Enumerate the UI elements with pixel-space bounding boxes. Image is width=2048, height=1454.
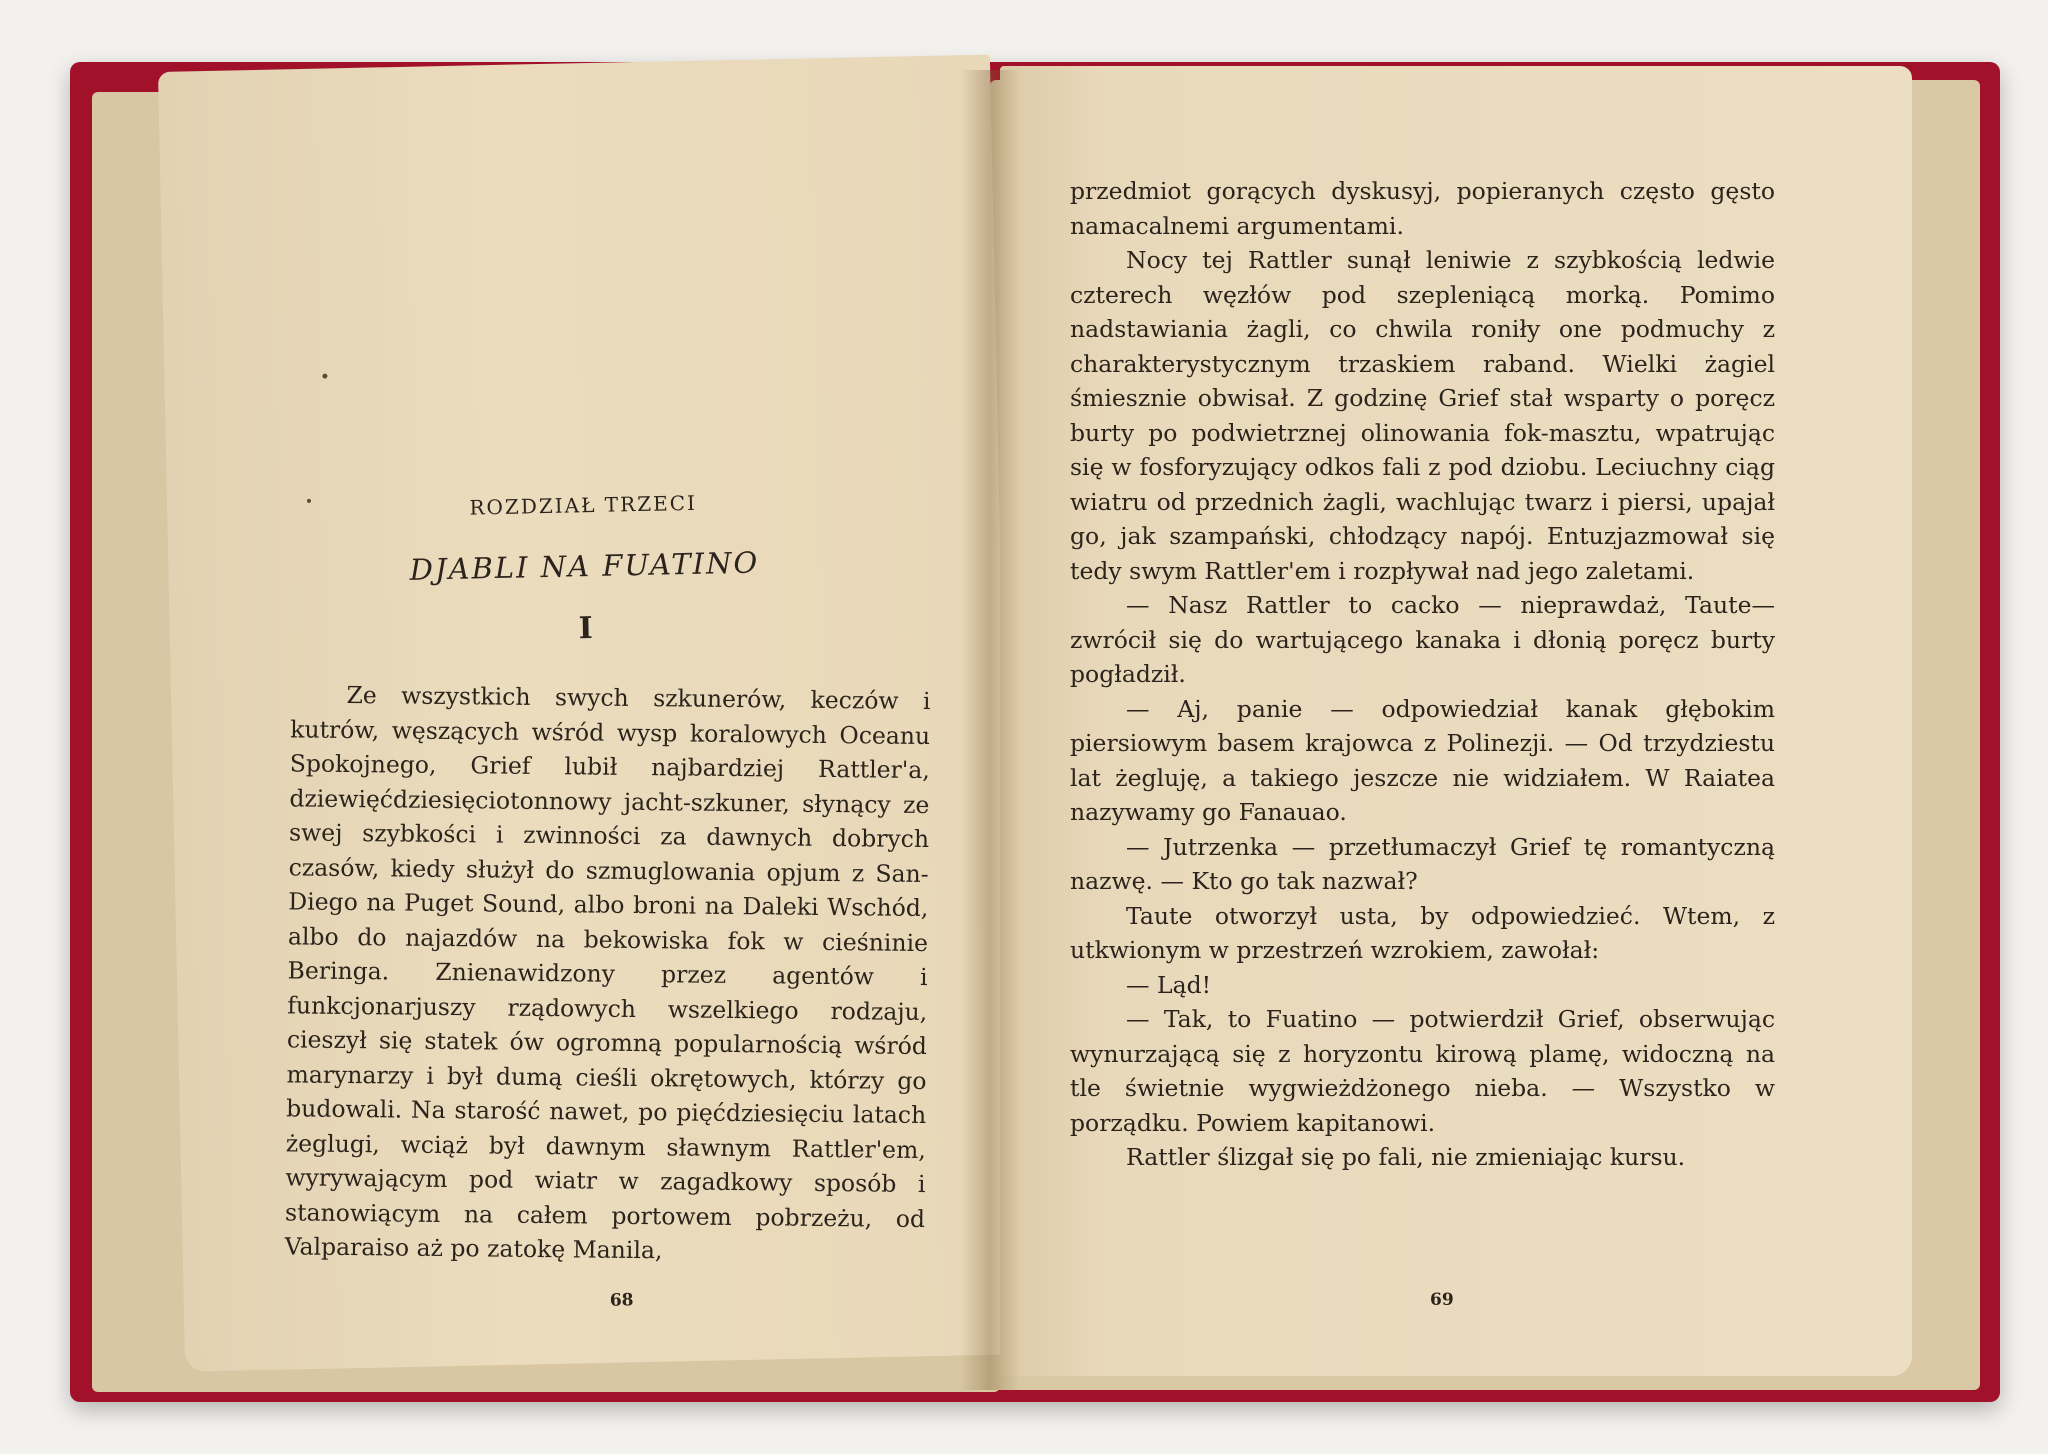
paragraph: Ze wszystkich swych szkunerów, keczów i kutrów, węszących wśród wysp koralowych Oceanu Spokojnego, Grief lubił najbardziej Rattler'a, dziewięćdziesięciotonnowy jacht-szkuner, słynący ze swej szybkości i zwinności za dawnych dobrych czasów, kiedy służył do szmuglowania opjum z San-Diego na Puget Sound, albo broni na Daleki Wschód, albo do najazdów na bekowiska fok w cieśninie Beringa. Znienawidzony przez agentów i funkcjonarjuszy rządowych wszelkiego rodzaju, cieszył się statek ów ogromną popularnością wśród marynarzy i był dumą cieśli okrętowych, którzy go budowali. Na starość nawet, po pięćdziesięciu latach żeglugi, wciąż był dawnym sławnym Rattler'em, wyrywającym pod wiatr w zagadkowy sposób i stanowiącym na całem portowem pobrzeżu, od Valparaiso aż po zatokę Manila, bbox=[284, 680, 931, 1265]
paragraph: — Nasz Rattler to cacko — nieprawdaż, Taute— zwrócił się do wartującego kanaka i dłonią poręcz burty pogładził. bbox=[1070, 591, 1775, 688]
paragraph: — Jutrzenka — przetłumaczył Grief tę romantyczną nazwę. — Kto go tak nazwał? bbox=[1070, 832, 1775, 895]
ink-spot bbox=[322, 374, 327, 379]
chapter-label: ROZDZIAŁ TRZECI bbox=[469, 490, 698, 520]
paragraph: Nocy tej Rattler sunął leniwie z szybkością ledwie czterech węzłów pod szepleniącą morką. Pomimo nadstawiania żagli, co chwila roniły one podmuchy z charakterystycznym trzaskiem raband. Wielki żagiel śmiesznie obwisał. Z godzinę Grief stał wsparty o poręcz burty po podwietrznej olinowania fok-masztu, wpatrując się w fosforyzujący odkos fali z pod dziobu. Leciuchny ciąg wiatru od przednich żagli, wachlując twarz i piersi, upajał go, jak szampański, chłodzący napój. Entuzjazmował się tedy swym Rattler'em i rozpływał nad jego zaletami. bbox=[1070, 246, 1775, 585]
paragraph: — Tak, to Fuatino — potwierdził Grief, obserwując wynurzającą się z horyzontu kirową plamę, widoczną na tle świetnie wygwieżdżonego nieba. — Wszystko w porządku. Powiem kapitanowi. bbox=[1070, 1005, 1775, 1137]
section-number: I bbox=[578, 611, 594, 647]
page-number-right: 69 bbox=[1430, 1290, 1454, 1310]
paragraph: — Ląd! bbox=[1126, 970, 1212, 999]
page-number-left: 68 bbox=[609, 1290, 634, 1311]
paragraph: Rattler ślizgał się po fali, nie zmieniając kursu. bbox=[1126, 1143, 1686, 1171]
book-gutter bbox=[960, 70, 1020, 1390]
right-page-text bbox=[1070, 174, 1775, 1175]
paragraph: przedmiot gorących dyskusyj, popieranych często gęsto namacalnemi argumentami. bbox=[1070, 177, 1775, 240]
chapter-title: DJABLI NA FUATINO bbox=[409, 545, 760, 587]
right-page bbox=[1000, 66, 1912, 1376]
paragraph: — Aj, panie — odpowiedział kanak głębokim piersiowym basem krajowca z Polinezji. — Od trzydziestu lat żegluję, a takiego jeszcze nie widziałem. W Raiatea nazywamy go Fanauao. bbox=[1070, 694, 1775, 826]
left-page bbox=[158, 55, 1017, 1372]
paragraph: Taute otworzył usta, by odpowiedzieć. Wtem, z utkwionym w przestrzeń wzrokiem, zawołał: bbox=[1070, 901, 1775, 964]
left-page-text bbox=[285, 677, 931, 1270]
